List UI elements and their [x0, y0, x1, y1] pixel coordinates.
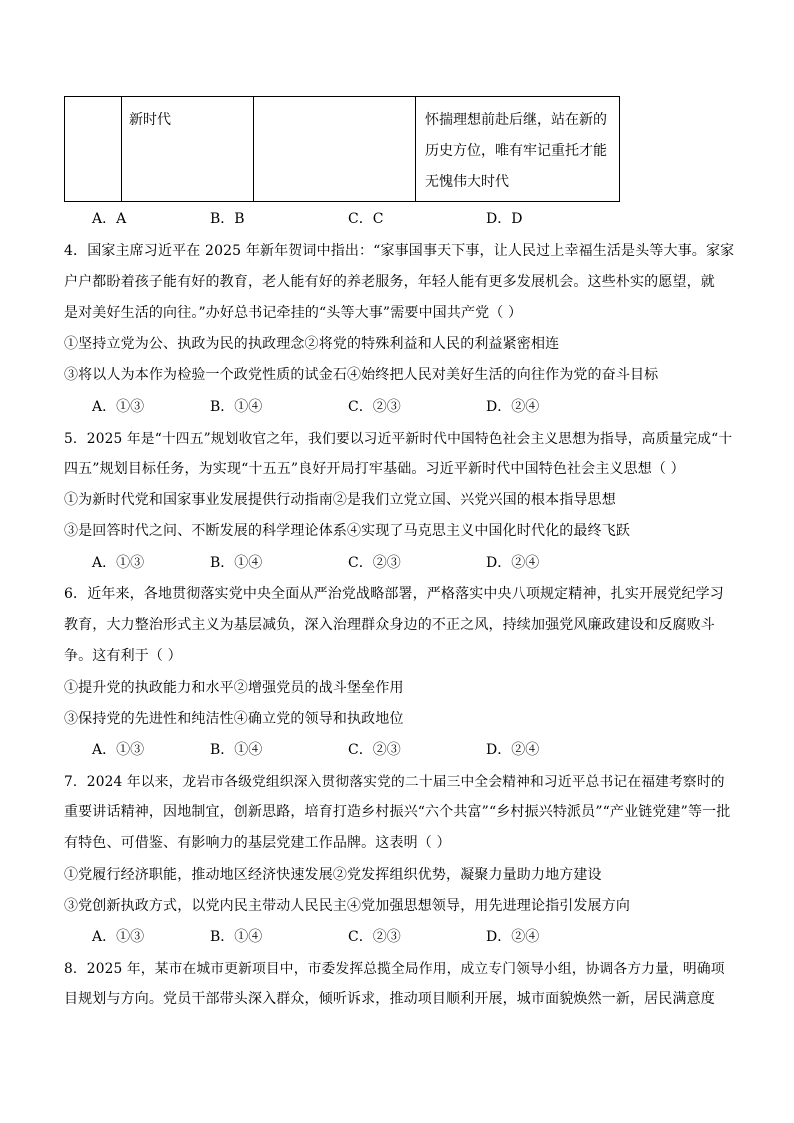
table-cell-era: 新时代 — [129, 112, 171, 128]
q8-stem-line: 8．2025 年，某市在城市更新项目中，市委发挥总揽全局作用，成立专门领导小组，协调各方力量，明确项 — [64, 961, 725, 977]
q6-stem-line: 6．近年来，各地贯彻落实党中央全面从严治党战略部署，严格落实中央八项规定精神，扎实开展党纪学习 — [64, 586, 724, 602]
answer-table — [64, 96, 620, 202]
option-d[interactable]: D．②④ — [486, 555, 540, 571]
q4-stem-line: 户户都盼着孩子能有好的教育，老人能有好的养老服务，年轻人能有更多发展机会。这些朴实的愿望，就 — [64, 274, 715, 290]
option-a[interactable]: A．①③ — [92, 555, 145, 571]
table-note-line: 无愧伟大时代 — [425, 174, 509, 190]
q7-item: ①党履行经济职能，推动地区经济快速发展②党发挥组织优势，凝聚力量助力地方建设 — [64, 867, 602, 883]
q5-stem-line: 四五”规划目标任务，为实现“十五五”良好开局打牢基础。习近平新时代中国特色社会主义思想（ ） — [64, 461, 685, 477]
option-c[interactable]: C．②③ — [348, 929, 401, 945]
q6-item: ③保持党的先进性和纯洁性④确立党的领导和执政地位 — [64, 711, 404, 727]
q6-stem-line: 教育，大力整治形式主义为基层减负，深入治理群众身边的不正之风，持续加强党风廉政建设和反腐败斗 — [64, 617, 715, 633]
option-b[interactable]: B．①④ — [210, 399, 263, 415]
q7-stem-line: 有特色、可借鉴、有影响力的基层党建工作品牌。这表明（ ） — [64, 835, 451, 851]
option-d[interactable]: D．②④ — [486, 399, 540, 415]
option-b[interactable]: B．B — [210, 211, 245, 227]
q5-item: ③是回答时代之问、不断发展的科学理论体系④实现了马克思主义中国化时代化的最终飞跃 — [64, 523, 630, 539]
option-c[interactable]: C．②③ — [348, 399, 401, 415]
option-d[interactable]: D．D — [486, 211, 523, 227]
q4-stem-line: 是对美好生活的向往。”办好总书记牵挂的“头等大事”需要中国共产党（ ） — [64, 305, 523, 321]
table-cell-note — [425, 105, 615, 198]
option-b[interactable]: B．①④ — [210, 742, 263, 758]
q7-item: ③党创新执政方式，以党内民主带动人民民主④党加强思想领导，用先进理论指引发展方向 — [64, 898, 630, 914]
option-d[interactable]: D．②④ — [486, 742, 540, 758]
option-d[interactable]: D．②④ — [486, 929, 540, 945]
table-divider — [253, 97, 254, 201]
option-b[interactable]: B．①④ — [210, 555, 263, 571]
q8-stem-line: 目规划与方向。党员干部带头深入群众，倾听诉求，推动项目顺利开展，城市面貌焕然一新，居民满意度 — [64, 991, 715, 1007]
q5-item: ①为新时代党和国家事业发展提供行动指南②是我们立党立国、兴党兴国的根本指导思想 — [64, 492, 616, 508]
option-a[interactable]: A．①③ — [92, 929, 145, 945]
option-c[interactable]: C．C — [348, 211, 384, 227]
option-c[interactable]: C．②③ — [348, 555, 401, 571]
option-c[interactable]: C．②③ — [348, 742, 401, 758]
q7-stem-line: 重要讲话精神，因地制宜，创新思路，培育打造乡村振兴“六个共富”“乡村振兴特派员”“产业链党建”等一批 — [64, 804, 731, 820]
table-note-line: 怀揣理想前赴后继，站在新的 — [425, 112, 607, 128]
q6-item: ①提升党的执政能力和水平②增强党员的战斗堡垒作用 — [64, 680, 404, 696]
table-divider — [121, 97, 122, 201]
option-b[interactable]: B．①④ — [210, 929, 263, 945]
option-a[interactable]: A．A — [92, 211, 127, 227]
q6-stem-line: 争。这有利于（ ） — [64, 648, 182, 664]
q4-item: ①坚持立党为公、执政为民的执政理念②将党的特殊利益和人民的利益紧密相连 — [64, 336, 560, 352]
table-divider — [415, 97, 416, 201]
q4-item: ③将以人为本作为检验一个政党性质的试金石④始终把人民对美好生活的向往作为党的奋斗目标 — [64, 367, 659, 383]
q7-stem-line: 7．2024 年以来，龙岩市各级党组织深入贯彻落实党的二十届三中全会精神和习近平总书记在福建考察时的 — [64, 774, 725, 790]
q4-stem-line: 4．国家主席习近平在 2025 年新年贺词中指出：“家事国事天下事，让人民过上幸福生活是头等大事。家家 — [64, 243, 735, 259]
table-note-line: 历史方位，唯有牢记重托才能 — [425, 143, 607, 159]
q5-stem-line: 5．2025 年是“十四五”规划收官之年，我们要以习近平新时代中国特色社会主义思想为指导，高质量完成“十 — [64, 431, 733, 447]
option-a[interactable]: A．①③ — [92, 399, 145, 415]
option-a[interactable]: A．①③ — [92, 742, 145, 758]
